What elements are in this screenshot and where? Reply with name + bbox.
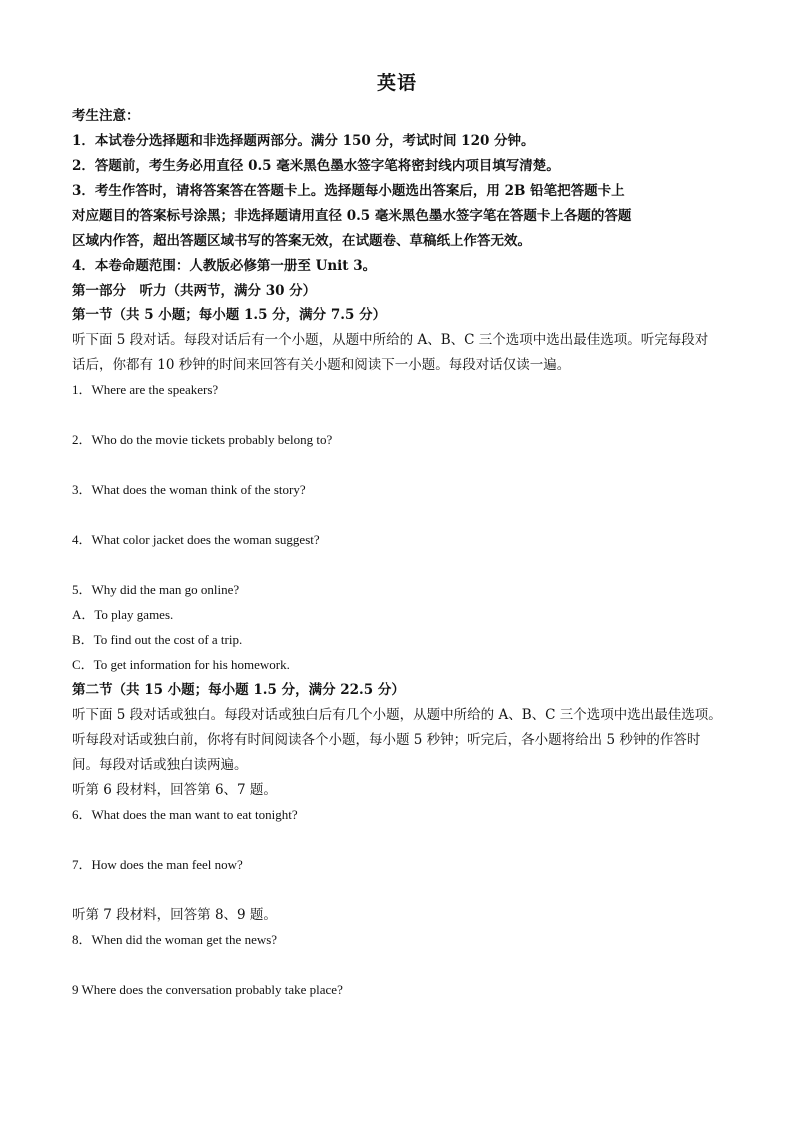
material-note: 听第 6 段材料，回答第 6、7 题。 — [72, 782, 277, 798]
page-title: 英语 — [376, 72, 417, 94]
section2-heading: 第二节（共 15 小题；每小题 1.5 分，满分 22.5 分） — [72, 682, 405, 698]
question-4: 4．What color jacket does the woman suggest? — [72, 532, 320, 547]
option-c: C．To get information for his homework. — [72, 657, 290, 672]
notice-item: 2．答题前，考生务必用直径 0.5 毫米黑色墨水签字笔将密封线内项目填写清楚。 — [72, 158, 560, 174]
notice-item: 区域内作答，超出答题区域书写的答案无效，在试题卷、草稿纸上作答无效。 — [72, 233, 531, 249]
notice-item: 对应题目的答案标号涂黑；非选择题请用直径 0.5 毫米黑色墨水签字笔在答题卡上各题的答题 — [72, 208, 632, 224]
question-2: 2．Who do the movie tickets probably belong to? — [72, 432, 333, 447]
option-a: A．To play games. — [72, 607, 174, 622]
notice-item: 4．本卷命题范围：人教版必修第一册至 Unit 3。 — [72, 258, 377, 274]
section2-instructions: 间。每段对话或独白读两遍。 — [72, 757, 248, 773]
option-b: B．To find out the cost of a trip. — [72, 632, 243, 647]
question-1: 1．Where are the speakers? — [72, 382, 219, 397]
section1-instructions: 听下面 5 段对话。每段对话后有一个小题，从题中所给的 A、B、C 三个选项中选出最佳选项。听完每段对 — [72, 332, 709, 348]
question-9: 9 Where does the conversation probably take place? — [72, 982, 343, 997]
section1-instructions: 话后，你都有 10 秒钟的时间来回答有关小题和阅读下一小题。每段对话仅读一遍。 — [72, 357, 571, 373]
notice-item: 1．本试卷分选择题和非选择题两部分。满分 150 分，考试时间 120 分钟。 — [72, 133, 535, 149]
section2-instructions: 听每段对话或独白前，你将有时间阅读各个小题，每小题 5 秒钟；听完后，各小题将给出 5 秒钟的作答时 — [72, 732, 701, 748]
question-7: 7．How does the man feel now? — [72, 857, 243, 872]
question-5: 5．Why did the man go online? — [72, 582, 240, 597]
section2-instructions: 听下面 5 段对话或独白。每段对话或独白后有几个小题，从题中所给的 A、B、C 三个选项中选出最佳选项。 — [72, 707, 722, 723]
question-8: 8．When did the woman get the news? — [72, 932, 278, 947]
question-3: 3．What does the woman think of the story? — [72, 482, 306, 497]
material-note: 听第 7 段材料，回答第 8、9 题。 — [72, 907, 277, 923]
notice-heading: 考生注意： — [72, 108, 140, 124]
question-6: 6．What does the man want to eat tonight? — [72, 807, 298, 822]
section1-heading: 第一节（共 5 小题；每小题 1.5 分，满分 7.5 分） — [72, 307, 387, 323]
notice-item: 3．考生作答时，请将答案答在答题卡上。选择题每小题选出答案后，用 2B 铅笔把答题卡上 — [72, 183, 625, 199]
part1-heading: 第一部分 听力（共两节，满分 30 分） — [72, 283, 317, 299]
